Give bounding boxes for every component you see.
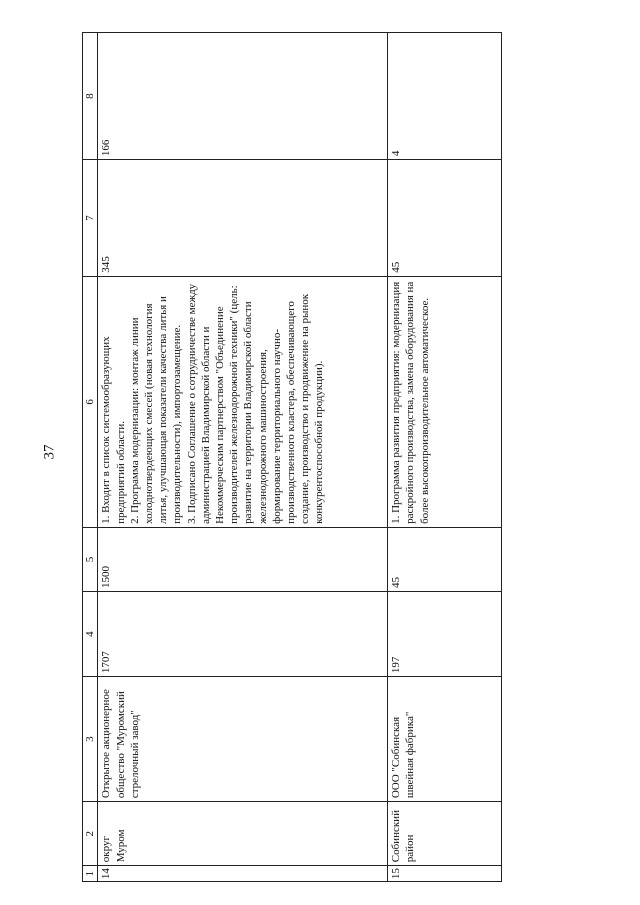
description-item: 1. Программа развития предприятия: модернизация раскройного производства, замена оборудования на более высокопроизводительное автоматическое. [390, 281, 431, 524]
description-item: 3. Подписано Соглашение о сотрудничестве между администрацией Владимирской области и Некоммерческим партнерством "Объединение производителей железнодорожной техники" (цель: развитие на территории Владимирской области железнодорожного машиностроения, формирование территориального научно-производственного кластера, обеспечивающего создание, производство и продвижение на рынок конкурентоспособной продукции). [185, 283, 326, 524]
description-item: 2. Программа модернизации: монтаж линии холоднотвердеющих смесей (новая технология литья, улучшающая показатели качества литья и производительности), импортозамещение. [128, 296, 184, 524]
header-cell-6: 6 [83, 276, 98, 527]
header-cell-7: 7 [83, 160, 98, 277]
enterprises-table [82, 32, 502, 882]
company-cell: Открытое акционерное общество "Муромский стрелочный завод" [98, 677, 388, 802]
value-cell-4: 197 [388, 592, 502, 677]
header-cell-2: 2 [83, 802, 98, 866]
row-number: 14 [98, 866, 388, 882]
description-cell [98, 276, 388, 527]
district-cell: округ Муром [98, 802, 388, 866]
table-row [98, 33, 388, 882]
header-cell-5: 5 [83, 527, 98, 591]
description-item: 1. Входит в список системообразующих предприятий области. [100, 336, 127, 524]
table-row [388, 33, 502, 882]
header-row [83, 33, 98, 882]
value-cell-7: 345 [98, 160, 388, 277]
header-cell-8: 8 [83, 33, 98, 160]
description-cell [388, 276, 502, 527]
value-cell-8: 166 [98, 33, 388, 160]
company-cell: ООО "Собинская швейная фабрика" [388, 677, 502, 802]
value-cell-7: 45 [388, 160, 502, 277]
header-cell-3: 3 [83, 677, 98, 802]
header-cell-4: 4 [83, 592, 98, 677]
value-cell-5: 1500 [98, 527, 388, 591]
row-number: 15 [388, 866, 502, 882]
page-number: 37 [41, 444, 58, 460]
value-cell-5: 45 [388, 527, 502, 591]
header-cell-1: 1 [83, 866, 98, 882]
value-cell-8: 4 [388, 33, 502, 160]
value-cell-4: 1707 [98, 592, 388, 677]
table-container [82, 32, 502, 882]
district-cell: Собинский район [388, 802, 502, 866]
rotated-table-frame [82, 32, 502, 882]
